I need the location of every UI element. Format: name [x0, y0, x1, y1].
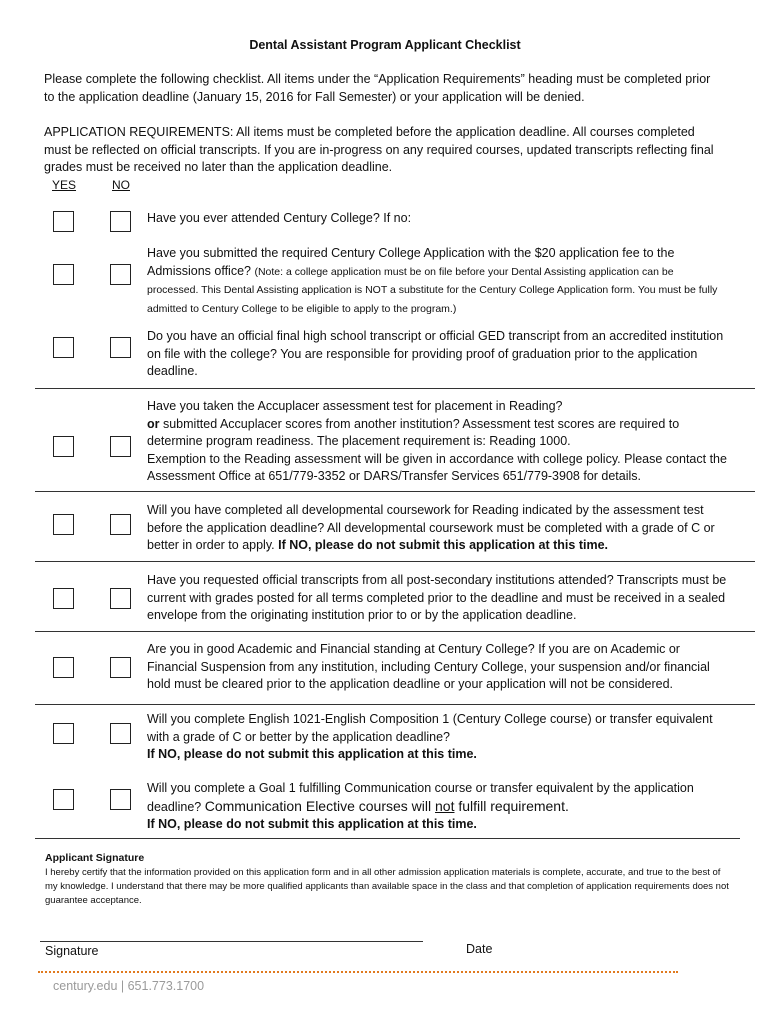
q6-text: Have you requested official transcripts from all post-secondary institutions attended? Transcripts must be current with grades posted for all terms completed prior to the deadline and must be received in a sealed envelope from the originating institution prior to or by the application deadline. [147, 573, 727, 622]
q2-yes-checkbox[interactable] [53, 264, 74, 285]
q6-yes-checkbox[interactable] [53, 588, 74, 609]
q5-warning: If NO, please do not submit this application at this time. [278, 538, 608, 552]
dotted-rule [38, 971, 678, 973]
q2-text [147, 245, 727, 318]
q2-main: Have you submitted the required Century College Application with the $20 application fee to the Admissions office? [147, 246, 675, 278]
q4-no-checkbox[interactable] [110, 436, 131, 457]
q1-text: Have you ever attended Century College? If no: [147, 211, 412, 225]
q3-yes-checkbox[interactable] [53, 337, 74, 358]
q9-no-checkbox[interactable] [110, 789, 131, 810]
q6-no-checkbox[interactable] [110, 588, 131, 609]
signature-divider [35, 838, 740, 839]
q7-yes-checkbox[interactable] [53, 657, 74, 678]
section-divider [35, 388, 755, 389]
q1-no-checkbox[interactable] [110, 211, 131, 232]
q7-text: Are you in good Academic and Financial standing at Century College? If you are on Academic or Financial Suspension from any institution, including Century College, your suspension and/or financial hold must be cleared prior to the application deadline or your application will not be considered. [147, 642, 710, 691]
q2-no-checkbox[interactable] [110, 264, 131, 285]
q9-elective-not: not [435, 797, 455, 814]
q8-warning: If NO, please do not submit this application at this time. [147, 747, 477, 761]
q5-text [147, 502, 727, 555]
q4-line2 [147, 416, 727, 451]
signature-label: Signature [45, 944, 99, 958]
section-divider [35, 631, 755, 632]
certification-text: I hereby certify that the information provided on this application form and in all other admission application materials is complete, accurate, and true to the best of my knowledge. I understand that there may be more qualified applicants than available space in the class and that completion of application requirements does not guarantee acceptance. [45, 867, 729, 906]
page-title: Dental Assistant Program Applicant Checklist [249, 38, 521, 52]
intro-paragraph: Please complete the following checklist. All items under the “Application Requirements” heading must be completed prior to the application deadline (January 15, 2016 for Fall Semester) or your application will be denied. [44, 72, 711, 104]
q9-text [147, 780, 727, 834]
q9-warning: If NO, please do not submit this application at this time. [147, 817, 477, 831]
q5-main: Will you have completed all developmental coursework for Reading indicated by the assessment test before the application deadline? All developmental coursework must be completed with a grade of C or better in order to apply. [147, 503, 715, 552]
signature-line[interactable] [40, 941, 423, 942]
q9-yes-checkbox[interactable] [53, 789, 74, 810]
no-column-label: NO [112, 178, 130, 192]
requirements-paragraph: APPLICATION REQUIREMENTS: All items must be completed before the application deadline. All courses completed must be reflected on official transcripts. If you are in-progress on any required courses, updated transcripts reflecting final grades must be received no later than the application deadline. [44, 125, 714, 174]
section-divider [35, 704, 755, 705]
q3-text: Do you have an official final high school transcript or official GED transcript from an accredited institution on file with the college? You are responsible for providing proof of graduation prior to the application deadline. [147, 329, 724, 378]
q4-exemption: Exemption to the Reading assessment will be given in accordance with college policy. Please contact the Assessment Office at 651/779-3352 or DARS/Transfer Services 651/779-3908 for details. [147, 451, 727, 483]
q9-main: Will you complete a Goal 1 fulfilling Communication course or transfer equivalent by the application deadline? [147, 781, 694, 814]
q4-yes-checkbox[interactable] [53, 436, 74, 457]
q8-text [147, 711, 727, 764]
q4-text [147, 398, 727, 486]
q4-rest: submitted Accuplacer scores from another institution? Assessment test scores are required to determine program readiness. The placement requirement is: Reading 1000. [147, 416, 680, 448]
q9-elective-b: fulfill requirement. [454, 797, 569, 814]
q5-no-checkbox[interactable] [110, 514, 131, 535]
q4-line1: Have you taken the Accuplacer assessment test for placement in Reading? [147, 399, 563, 413]
q9-elective-a: Communication Elective courses will [204, 797, 436, 814]
q8-yes-checkbox[interactable] [53, 723, 74, 744]
date-label: Date [466, 942, 493, 956]
q8-no-checkbox[interactable] [110, 723, 131, 744]
q2-note: (Note: a college application must be on file before your Dental Assisting application can be processed. This Dental Assisting application is NOT a substitute for the Century College Application form. You must be fully admitted to Century College to be eligible to apply to the program.) [147, 265, 718, 315]
q1-yes-checkbox[interactable] [53, 211, 74, 232]
section-divider [35, 491, 755, 492]
signature-heading: Applicant Signature [45, 852, 145, 864]
q8-main: Will you complete English 1021-English Composition 1 (Century College course) or transfer equivalent with a grade of C or better by the application deadline? [147, 712, 713, 744]
section-divider [35, 561, 755, 562]
yes-column-label: YES [52, 178, 77, 192]
q7-no-checkbox[interactable] [110, 657, 131, 678]
q3-no-checkbox[interactable] [110, 337, 131, 358]
q4-or: or [147, 416, 160, 431]
footer-contact: century.edu | 651.773.1700 [53, 979, 205, 993]
q5-yes-checkbox[interactable] [53, 514, 74, 535]
